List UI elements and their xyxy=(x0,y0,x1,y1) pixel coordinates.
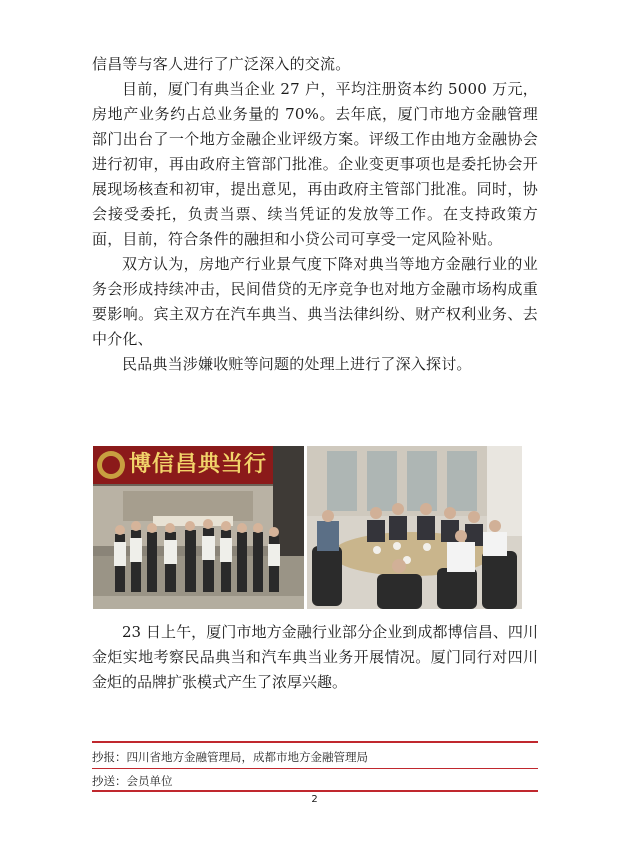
paragraph-1: 信昌等与客人进行了广泛深入的交流。 xyxy=(92,55,351,73)
footer-bottom-rule xyxy=(92,790,538,792)
cc-report-line: 抄报：四川省地方金融管理局，成都市地方金融管理局 xyxy=(92,750,368,764)
paragraph-4: 民品典当涉嫌收赃等问题的处理上进行了深入探讨。 xyxy=(122,355,472,373)
caption-text: 23 日上午，厦门市地方金融行业部分企业到成都博信昌、四川金炬实地考察民品典当和汽车典当业务开展情况。厦门同行对四川金炬的品牌扩张模式产生了浓厚兴趣。 xyxy=(92,623,538,691)
photo-caption xyxy=(92,620,538,695)
cc-send-line: 抄送：会员单位 xyxy=(92,774,173,788)
group-photo xyxy=(93,446,304,609)
body-text xyxy=(92,52,538,377)
footer-middle-rule xyxy=(92,768,538,769)
shop-sign: 博信昌典当行 xyxy=(129,452,268,477)
paragraph-3: 双方认为，房地产行业景气度下降对典当等地方金融行业的业务会形成持续冲击，民间借贷的无序竞争也对地方金融市场构成重要影响。宾主双方在汽车典当、典当法律纠纷、财产权利业务、去中介化、 xyxy=(92,255,538,348)
photo-row xyxy=(93,446,522,609)
footer-top-rule xyxy=(92,741,538,743)
page-number: 2 xyxy=(311,794,318,805)
paragraph-2: 目前，厦门有典当企业 27 户，平均注册资本约 5000 万元，房地产业务约占总业务量的 70%。去年底，厦门市地方金融管理部门出台了一个地方金融企业评级方案。评级工作由地方金融协会进行初审，再由政府主管部门批准。企业变更事项也是委托协会开展现场核查和初审，提出意见，再由政府主管部门批准。同时，协会接受委托，负责当票、续当凭证的发放等工作。在支持政策方面，目前，符合条件的融担和小贷公司可享受一定风险补贴。 xyxy=(92,80,538,248)
meeting-photo xyxy=(307,446,522,609)
